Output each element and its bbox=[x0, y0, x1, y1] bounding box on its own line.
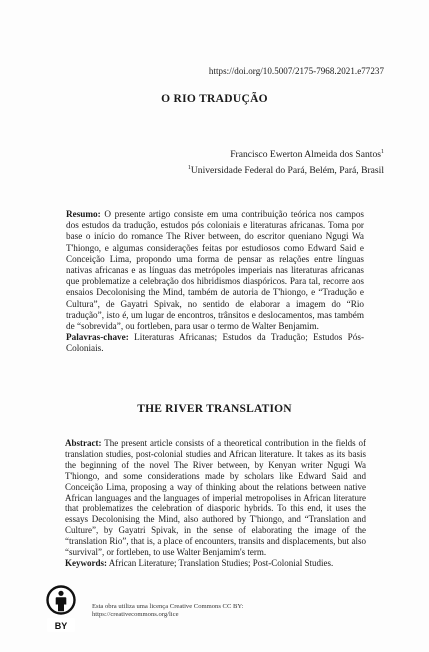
affiliation-text: Universidade Federal do Pará, Belém, Pará, Brasil bbox=[190, 164, 384, 176]
abstract-english bbox=[65, 438, 366, 569]
keywords-en bbox=[65, 558, 366, 569]
author-affiliation bbox=[188, 162, 384, 178]
license-text bbox=[92, 603, 243, 620]
license-line-1: Esta obra utiliza uma licença Creative Commons CC BY: bbox=[92, 603, 244, 610]
author-block bbox=[188, 146, 384, 177]
license-url[interactable]: https://creativecommons.org/lice bbox=[92, 611, 179, 619]
abstract-en-label: Abstract: bbox=[65, 438, 102, 448]
creative-commons-by-icon[interactable] bbox=[46, 585, 76, 635]
abstract-pt-paragraph bbox=[66, 209, 364, 332]
cc-by-label: BY bbox=[54, 621, 68, 631]
affiliation-superscript: 1 bbox=[187, 164, 191, 171]
abstract-pt-label: Resumo: bbox=[66, 209, 101, 219]
title-english: THE RIVER TRANSLATION bbox=[137, 403, 292, 415]
title-portuguese: O RIO TRADUÇÃO bbox=[161, 93, 268, 105]
keywords-pt-label: Palavras-chave: bbox=[66, 332, 129, 343]
doi-link[interactable]: https://doi.org/10.5007/2175-7968.2021.e77237 bbox=[208, 66, 384, 76]
keywords-en-label: Keywords: bbox=[65, 557, 107, 568]
abstract-en-paragraph bbox=[65, 438, 366, 558]
keywords-pt-text: Literaturas Africanas; Estudos da Tradução; Estudos Pós-Coloniais. bbox=[66, 332, 364, 354]
abstract-en-text: The present article consists of a theoretical contribution in the fields of translation studies, post-colonial studies and African literature. It takes as its basis the beginning of the novel The River between, by Kenyan writer Ngugi Wa T'hiongo, and some considerations made by scholars like Edward Said and Conceição Lima, proposing a way of thinking about the relations between native African languages and the languages of imperial metropolises in African literature that problematizes the celebration of diasporic hybrids. To this end, it uses the essays Decolonising the Mind, also authored by T'hiongo, and “Translation and Culture”, by Gayatri Spivak, in the sense of elaborating the image of the “translation Rio”, that is, a place of encounters, transits and displacements, but also “survival”, or fortleben, to use Walter Benjamim's term. bbox=[65, 438, 366, 558]
keywords-en-text: African Literature; Translation Studies; Post-Colonial Studies. bbox=[107, 557, 334, 568]
abstract-portuguese bbox=[66, 209, 364, 355]
keywords-pt bbox=[66, 332, 364, 354]
license-footer bbox=[46, 585, 386, 635]
abstract-pt-text: O presente artigo consiste em uma contribuição teórica nos campos dos estudos da tradução, estudos pós coloniais e literaturas africanas. Toma por base o início do romance The River between, do escritor queniano Ngugi Wa T'hiongo, e algumas considerações feitas por estudiosos como Edward Said e Conceição Lima, propondo uma forma de pensar as relações entre línguas nativas africanas e as línguas das metrópoles imperiais nas literaturas africanas que problematize a celebração dos hibridismos diaspóricos. Para tal, recorre aos ensaios Decolonising the Mind, também de autoria de T'hiongo, e “Tradução e Cultura”, de Gayatri Spivak, no sentido de elaborar a imagem do “Rio tradução”, isto é, um lugar de encontros, trânsitos e deslocamentos, mas também de “sobrevida”, ou fortleben, para usar o termo de Walter Benjamim. bbox=[66, 209, 364, 332]
author-superscript: 1 bbox=[381, 149, 384, 155]
author-name: Francisco Ewerton Almeida dos Santos bbox=[230, 149, 381, 161]
